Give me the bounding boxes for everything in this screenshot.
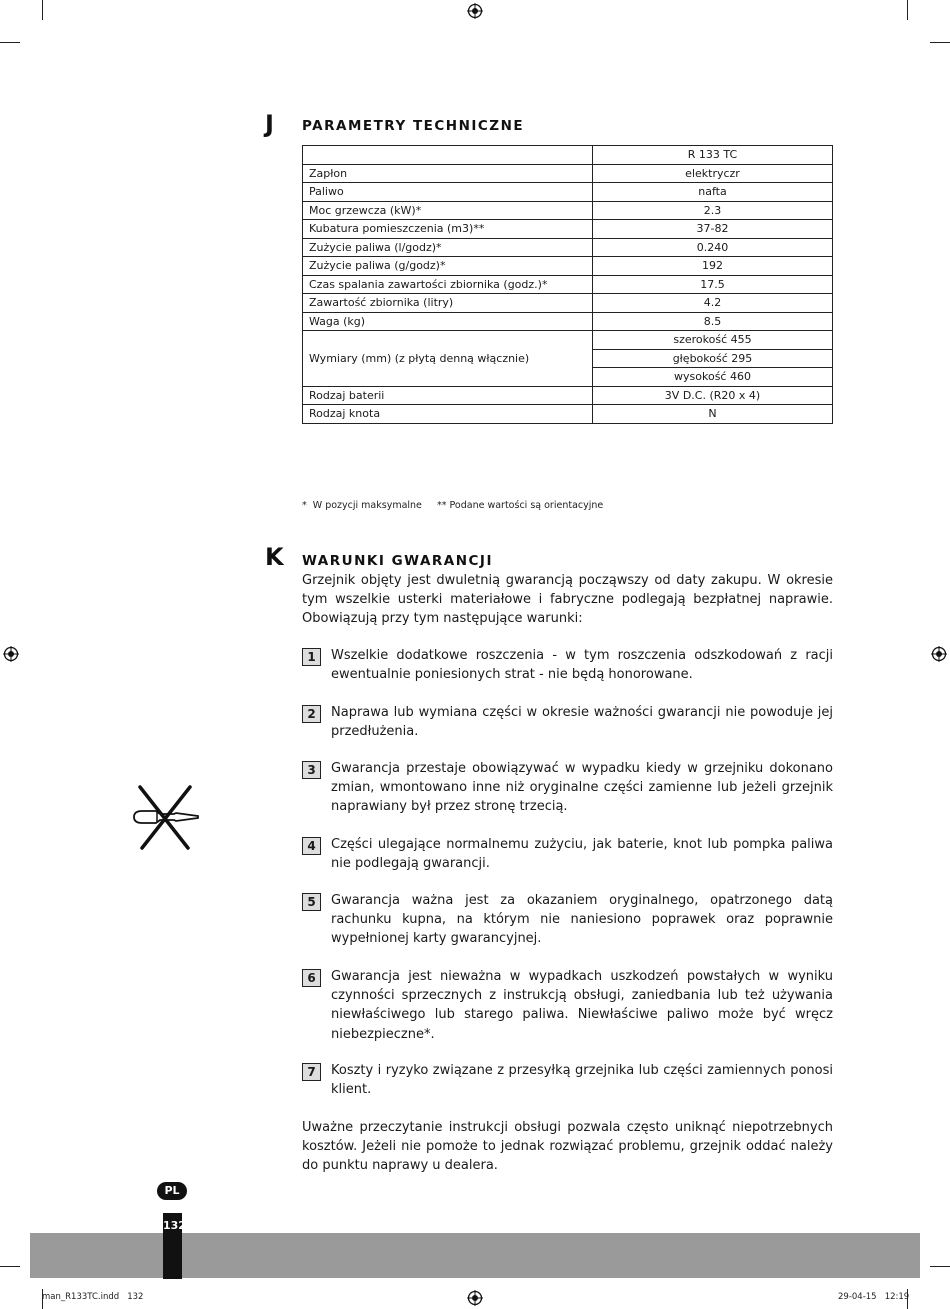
item-text: Gwarancja ważna jest za okazaniem oryginalnego, opatrzonego datą rachunku kupna, na którym nie naniesiono poprawek oraz poprawnie wypełnionej karty gwarancyjnej.: [331, 893, 833, 947]
table-label: Czas spalania zawartości zbiornika (godz.)*: [303, 275, 593, 294]
item-text: Części ulegające normalnemu zużyciu, jak baterie, knot lub pompka paliwa nie podlegają gwarancji.: [331, 837, 833, 872]
table-value: 17.5: [593, 275, 833, 294]
table-row: [303, 201, 833, 220]
table-row: [303, 312, 833, 331]
warranty-intro: Grzejnik objęty jest dwuletnią gwarancją począwszy od daty zakupu. W okresie tym wszelkie usterki materiałowe i fabryczne podlegają bezpłatnej naprawie. Obowiązują przy tym następujące warunki:: [302, 573, 833, 627]
table-row: [303, 386, 833, 405]
table-row: [303, 183, 833, 202]
table-row: [303, 238, 833, 257]
table-label: Wymiary (mm) (z płytą denną włącznie): [303, 331, 593, 387]
table-label: Rodzaj baterii: [303, 386, 593, 405]
warranty-closing-paragraph: Uważne przeczytanie instrukcji obsługi pozwala często uniknąć niepotrzebnych kosztów. Jeżeli nie pomoże to jednak rozwiązać problemu, grzejnik oddać należy do punktu naprawy u dealera.: [302, 1120, 833, 1174]
item-number: 7: [302, 1063, 321, 1081]
crop-mark: [930, 1266, 950, 1267]
table-value: wysokość 460: [593, 368, 833, 387]
table-value: 2.3: [593, 201, 833, 220]
table-label: Zużycie paliwa (g/godz)*: [303, 257, 593, 276]
table-row-dimensions: [303, 331, 833, 350]
print-slug-file: man_R133TC.indd 132: [42, 1292, 144, 1302]
table-header-row: [303, 146, 833, 165]
section-letter-k: K: [265, 543, 284, 571]
table-footnote: * W pozycji maksymalne ** Podane wartości są orientacyjne: [302, 500, 604, 511]
table-value: 8.5: [593, 312, 833, 331]
table-row: [303, 294, 833, 313]
table-value: 192: [593, 257, 833, 276]
table-value: elektryczr: [593, 164, 833, 183]
table-row: [303, 405, 833, 424]
page-number: 132: [163, 1219, 186, 1232]
table-row: [303, 220, 833, 239]
registration-mark-icon: [3, 646, 19, 662]
section-letter-j: J: [265, 110, 274, 138]
item-number: 6: [302, 969, 321, 987]
item-text: Gwarancja jest nieważna w wypadkach uszkodzeń powstałych w wyniku czynności sprzecznych z instrukcją obsługi, zaniedbania lub też używania niewłaściwego lub starego paliwa. Niewłaściwe paliwo może być wręcz niebezpieczne*.: [331, 969, 833, 1042]
table-value: 37-82: [593, 220, 833, 239]
section-title-warranty: WARUNKI GWARANCJI: [302, 553, 493, 569]
item-number: 4: [302, 837, 321, 855]
table-header-model: R 133 TC: [593, 146, 833, 165]
table-label: Moc grzewcza (kW)*: [303, 201, 593, 220]
table-label: Rodzaj knota: [303, 405, 593, 424]
table-label: Zużycie paliwa (l/godz)*: [303, 238, 593, 257]
table-label: Kubatura pomieszczenia (m3)**: [303, 220, 593, 239]
table-row: [303, 275, 833, 294]
item-text: Wszelkie dodatkowe roszczenia - w tym roszczenia odszkodowań z racji ewentualnie poniesionych strat - nie będą honorowane.: [331, 648, 833, 683]
crop-mark: [0, 42, 20, 43]
table-value: nafta: [593, 183, 833, 202]
language-badge: PL: [157, 1182, 187, 1200]
item-number: 3: [302, 761, 321, 779]
registration-mark-icon: [467, 1290, 483, 1306]
technical-parameters-table: [302, 145, 833, 424]
no-screwdriver-icon: [130, 783, 202, 851]
table-value: 3V D.C. (R20 x 4): [593, 386, 833, 405]
table-value: głębokość 295: [593, 349, 833, 368]
table-label: Zapłon: [303, 164, 593, 183]
table-value: N: [593, 405, 833, 424]
section-title-technical-parameters: PARAMETRY TECHNICZNE: [302, 118, 525, 134]
table-value: szerokość 455: [593, 331, 833, 350]
item-text: Koszty i ryzyko związane z przesyłką grzejnika lub części zamiennych ponosi klient.: [331, 1063, 833, 1098]
table-value: 0.240: [593, 238, 833, 257]
item-number: 2: [302, 705, 321, 723]
item-text: Gwarancja przestaje obowiązywać w wypadku kiedy w grzejniku dokonano zmian, wmontowano inne niż oryginalne części zamienne lub jeżeli grzejnik naprawiany był przez stronę trzecią.: [331, 761, 833, 815]
item-number: 5: [302, 893, 321, 911]
item-number: 1: [302, 648, 321, 666]
crop-mark: [907, 0, 908, 20]
table-label: Paliwo: [303, 183, 593, 202]
table-value: 4.2: [593, 294, 833, 313]
table-row: [303, 257, 833, 276]
crop-mark: [0, 1266, 20, 1267]
table-cell: [303, 146, 593, 165]
table-row: [303, 164, 833, 183]
table-label: Zawartość zbiornika (litry): [303, 294, 593, 313]
registration-mark-icon: [931, 646, 947, 662]
table-label: Waga (kg): [303, 312, 593, 331]
print-slug-date: 29-04-15 12:19: [838, 1292, 910, 1302]
crop-mark: [42, 0, 43, 20]
crop-mark: [930, 42, 950, 43]
registration-mark-icon: [467, 3, 483, 19]
item-text: Naprawa lub wymiana części w okresie ważności gwarancji nie powoduje jej przedłużenia.: [331, 705, 833, 740]
